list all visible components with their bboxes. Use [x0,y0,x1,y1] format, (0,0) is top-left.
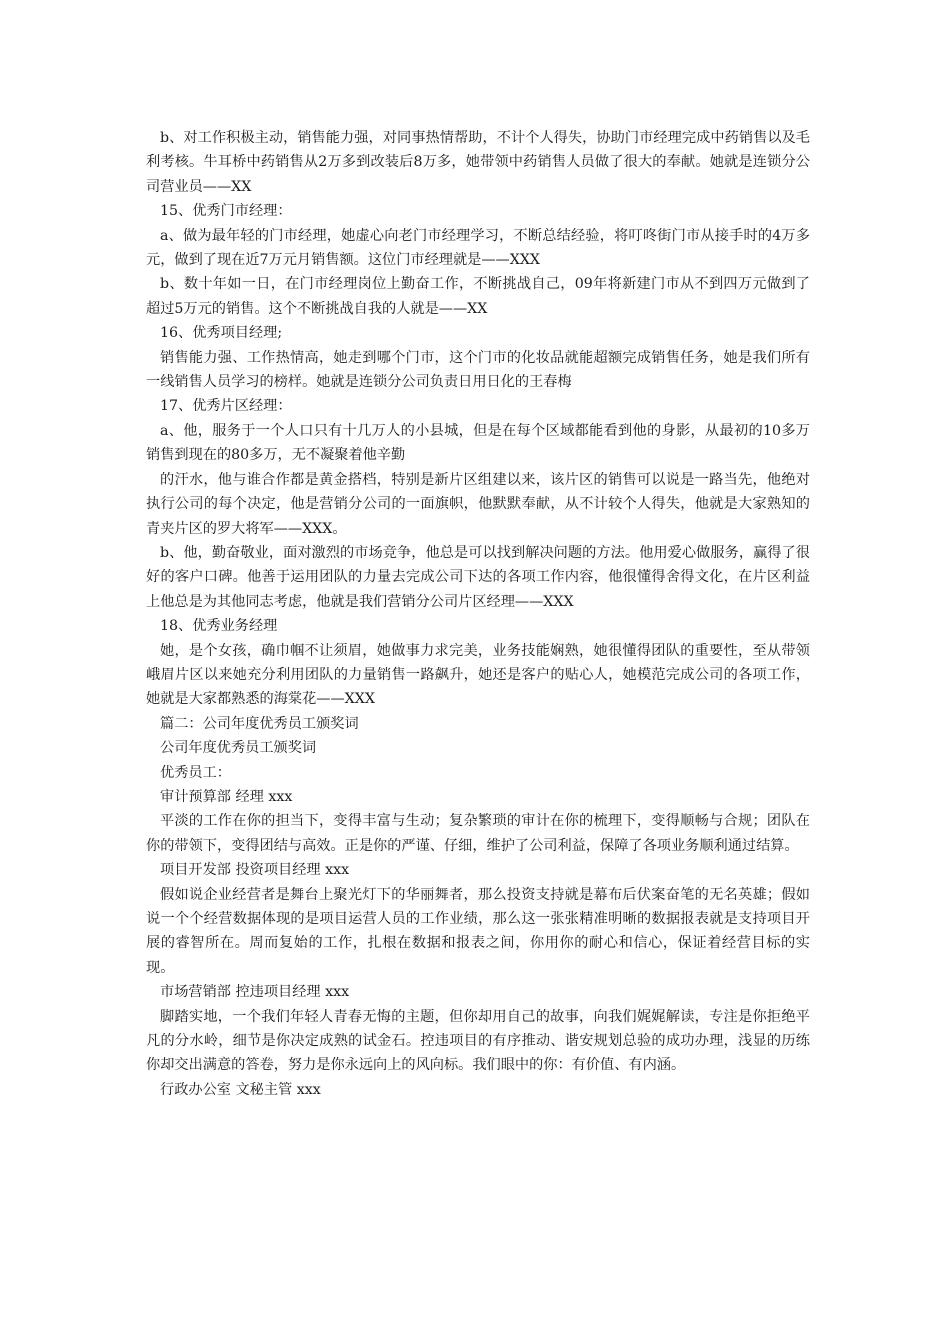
award-recipient: 项目开发部 投资项目经理 xxx [160,862,350,879]
award-recipient: 行政办公室 文秘主管 xxx [160,1081,321,1098]
award-recipient: 市场营销部 控违项目经理 xxx [160,984,350,1001]
section-heading: 15、优秀门市经理： [160,203,292,220]
paragraph: 的汗水，他与谁合作都是黄金搭档，特别是新片区组建以来，该片区的销售可以说是一路当先，他绝对执行公司的每个决定，他是营销分公司的一面旗帜，他默默奉献，从不计较个人得失，他就是大家熟知的青夹片区的罗大将军——XXX。 [146,471,810,537]
section-heading: 18、优秀业务经理 [160,618,278,635]
document-body [146,126,810,1102]
chapter-heading: 篇二：公司年度优秀员工颁奖词 [160,715,359,732]
paragraph: 她，是个女孩，确巾帼不让须眉，她做事力求完美，业务技能娴熟，她很懂得团队的重要性，至从带领峨眉片区以来她充分利用团队的力量销售一路飙升，她还是客户的贴心人，她模范完成公司的各项工作，她就是大家都熟悉的海棠花——XXX [146,642,810,708]
section-heading: 优秀员工： [160,764,231,781]
paragraph: a、做为最年轻的门市经理，她虚心向老门市经理学习，不断总结经验，将叮咚街门市从接手时的4万多元，做到了现在近7万元月销售额。这位门市经理就是——XXX [146,227,810,269]
paragraph: a、他，服务于一个人口只有十几万人的小县城，但是在每个区域都能看到他的身影，从最初的10多万销售到现在的80多万，无不凝聚着他辛勤 [146,422,810,464]
paragraph: b、数十年如一日，在门市经理岗位上勤奋工作，不断挑战自己，09年将新建门市从不到四万元做到了超过5万元的销售。这个不断挑战自我的人就是——XX [146,276,810,317]
paragraph: 脚踏实地，一个我们年轻人青春无悔的主题，但你却用自己的故事，向我们娓娓解读，专注是你拒绝平凡的分水岭，细节是你决定成熟的试金石。控违项目的有序推动、谐安规划总验的成功办理，浅显的历练你却交出满意的答卷，努力是你永远向上的风向标。我们眼中的你：有价值、有内涵。 [146,1008,810,1074]
paragraph: 销售能力强、工作热情高，她走到哪个门市，这个门市的化妆品就能超额完成销售任务，她是我们所有一线销售人员学习的榜样。她就是连锁分公司负责日用日化的王春梅 [146,349,810,391]
section-heading: 16、优秀项目经理; [160,325,283,342]
section-heading: 17、优秀片区经理： [160,398,292,415]
paragraph: b、对工作积极主动，销售能力强，对同事热情帮助，不计个人得失，协助门市经理完成中药销售以及毛利考核。牛耳桥中药销售从2万多到改装后8万多，她带领中药销售人员做了很大的奉献。她就是连锁分公司营业员——XX [146,130,810,195]
paragraph: 平淡的工作在你的担当下，变得丰富与生动；复杂繁琐的审计在你的梳理下，变得顺畅与合规；团队在你的带领下，变得团结与高效。正是你的严谨、仔细，维护了公司利益，保障了各项业务顺利通过结算。 [146,813,810,854]
award-recipient: 审计预算部 经理 xxx [160,788,293,805]
document-title: 公司年度优秀员工颁奖词 [160,740,317,757]
paragraph: 假如说企业经营者是舞台上聚光灯下的华丽舞者，那么投资支持就是幕布后伏案奋笔的无名英雄；假如说一个个经营数据体现的是项目运营人员的工作业绩，那么这一张张精准明晰的数据报表就是支持项目开展的睿智所在。周而复始的工作，扎根在数据和报表之间，你用你的耐心和信心，保证着经营目标的实现。 [146,886,810,976]
paragraph: b、他，勤奋敬业，面对激烈的市场竞争，他总是可以找到解决问题的方法。他用爱心做服务，赢得了很好的客户口碑。他善于运用团队的力量去完成公司下达的各项工作内容，他很懂得舍得文化，在片区利益上他总是为其他同志考虑，他就是我们营销分公司片区经理——XXX [146,544,810,610]
